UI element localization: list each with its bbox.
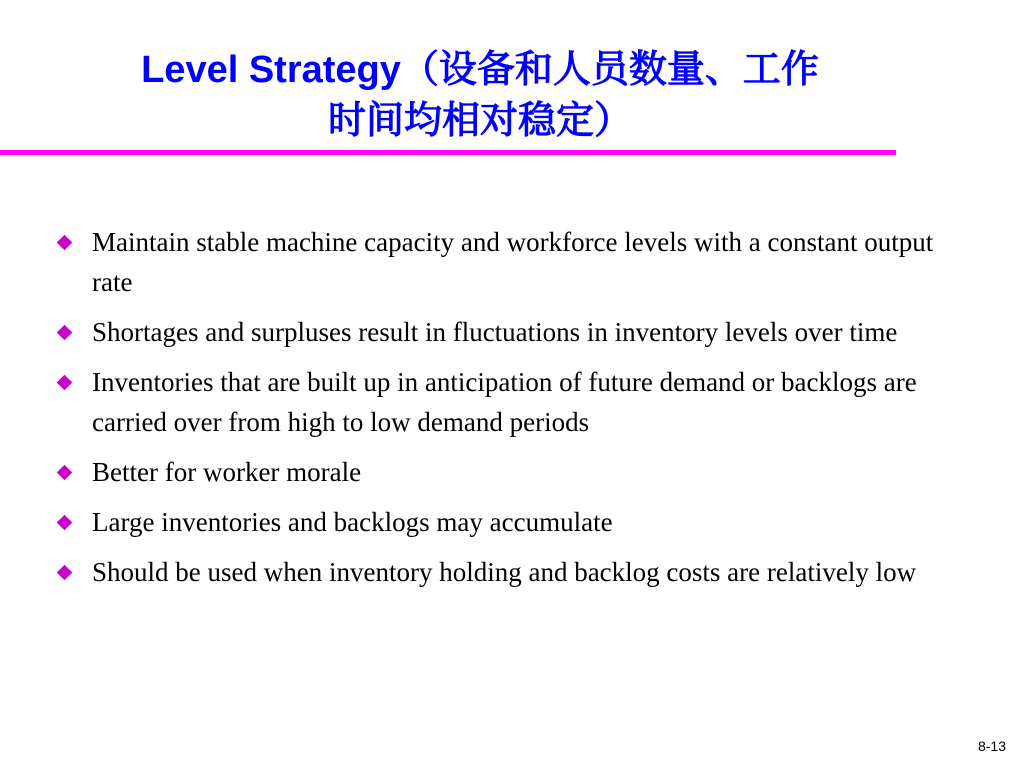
bullet-text: Maintain stable machine capacity and workforce levels with a constant output rate [92,227,934,297]
diamond-bullet-icon [57,235,73,251]
diamond-bullet-icon [57,465,73,481]
bullet-item [56,502,976,542]
diamond-bullet-icon [57,565,73,581]
bullet-text: Should be used when inventory holding and backlog costs are relatively low [92,557,917,587]
title-chinese-part-2: 时间均相对稳定） [327,98,632,142]
bullet-text: Inventories that are built up in anticipation of future demand or backlogs are carried over from high to low demand periods [92,367,917,437]
title-chinese-part-1: （设备和人员数量、工作 [400,47,819,91]
bullet-item [56,312,976,352]
bullet-item [56,222,976,302]
bullet-text: Large inventories and backlogs may accumulate [92,507,613,537]
diamond-bullet-icon [57,375,73,391]
bullet-item [56,452,976,492]
title-divider [0,150,896,155]
bullet-text: Better for worker morale [92,457,362,487]
bullet-item [56,552,976,592]
bullet-item [56,362,976,442]
page-number: 8-13 [977,738,1006,754]
title-latin: Level Strategy [141,49,401,91]
diamond-bullet-icon [57,515,73,531]
slide-title [40,44,920,145]
bullet-list [56,222,976,602]
diamond-bullet-icon [57,325,73,341]
bullet-text: Shortages and surpluses result in fluctuations in inventory levels over time [92,317,898,347]
title-line-1 [40,44,920,95]
